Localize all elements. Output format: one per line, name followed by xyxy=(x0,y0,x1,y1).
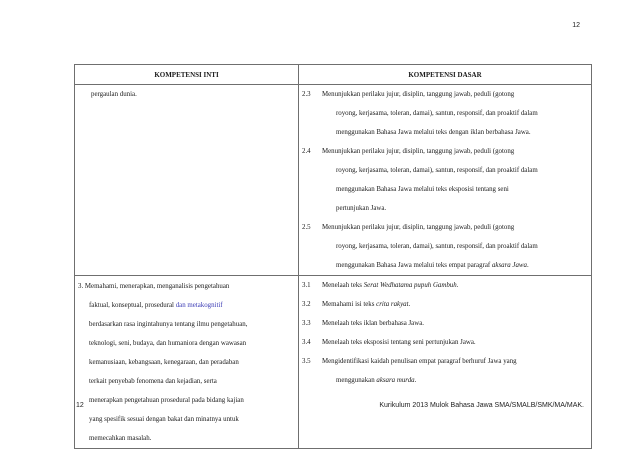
kd-number: 3.3 xyxy=(302,320,311,327)
ki-line: yang spesifik sesuai dengan bakat dan minatnya untuk xyxy=(89,416,239,423)
kd-line: Menelaah teks iklan berbahasa Jawa. xyxy=(322,320,424,327)
kd-line: Menunjukkan perilaku jujur, disiplin, tanggung jawab, peduli (gotong xyxy=(322,224,515,231)
kd-text xyxy=(322,276,591,295)
header-kompetensi-dasar: KOMPETENSI DASAR xyxy=(299,65,592,85)
kd-number: 2.3 xyxy=(302,91,311,98)
kd-number: 3.2 xyxy=(302,301,311,308)
kd-text-part: Menelaah teks xyxy=(322,282,364,289)
kd-italic-term: aksara murda xyxy=(376,377,415,384)
kd-line: menggunakan Bahasa Jawa melalui teks eksposisi tentang seni xyxy=(336,186,509,193)
kd-item xyxy=(299,295,591,314)
kd-line: menggunakan Bahasa Jawa melalui teks dengan iklan berbahasa Jawa. xyxy=(336,129,531,136)
footer-document-title: Kurikulum 2013 Mulok Bahasa Jawa SMA/SMALB/SMK/MA/MAK. xyxy=(379,402,584,409)
kd-italic-term: Serat Wedhatama pupuh Gambuh xyxy=(363,282,457,289)
kd-number: 3.1 xyxy=(302,282,311,289)
ki-line: 3. Memahami, menerapkan, menganalisis pengetahuan xyxy=(78,283,230,290)
kd-item xyxy=(299,352,591,390)
kd-line xyxy=(322,371,587,390)
kd-text xyxy=(322,352,591,390)
kd-cell xyxy=(299,85,592,276)
ki-line: terkait penyebab fenomena dan kejadian, serta xyxy=(89,378,217,385)
competency-table xyxy=(74,64,592,449)
ki-cell xyxy=(75,276,299,449)
kd-text-part: Memahami isi teks xyxy=(322,301,377,308)
kd-line xyxy=(322,276,587,295)
kd-text xyxy=(322,142,591,218)
kd-number: 3.5 xyxy=(302,358,311,365)
kd-text-part: . xyxy=(526,262,529,269)
kd-italic-term: crita rakyat xyxy=(376,301,409,308)
ki-line: kemanusiaan, kebangsaan, kenegaraan, dan peradaban xyxy=(89,359,239,366)
header-kompetensi-inti: KOMPETENSI INTI xyxy=(75,65,299,85)
kd-text xyxy=(322,295,591,314)
kd-item xyxy=(299,85,591,142)
kd-line: royong, kerjasama, toleran, damai), santun, responsif, dan proaktif dalam xyxy=(336,243,538,250)
kd-text xyxy=(322,333,591,352)
kd-italic-term: aksara Jawa xyxy=(491,262,527,269)
kd-text-part: . xyxy=(414,377,417,384)
kd-cell xyxy=(299,276,592,449)
ki-text xyxy=(75,276,298,448)
kd-line: royong, kerjasama, toleran, damai), santun, responsif, dan proaktif dalam xyxy=(336,167,538,174)
ki-line xyxy=(78,296,296,315)
kd-text-part: menggunakan Bahasa Jawa melalui teks empat paragraf xyxy=(336,262,492,269)
kd-item xyxy=(299,333,591,352)
kd-text xyxy=(322,85,591,142)
kd-number: 3.4 xyxy=(302,339,311,346)
kd-text xyxy=(322,314,591,333)
table-row xyxy=(75,85,592,276)
kd-text-part: . xyxy=(408,301,411,308)
footer-page-number: 12 xyxy=(76,402,84,409)
ki-line: menerapkan pengetahuan prosedural pada bidang kajian xyxy=(89,397,244,404)
ki-line: berdasarkan rasa ingintahunya tentang ilmu pengetahuan, xyxy=(89,321,248,328)
ki-text: pergaulan dunia. xyxy=(91,91,137,98)
ki-cell xyxy=(75,85,299,276)
kd-item xyxy=(299,276,591,295)
kd-item xyxy=(299,142,591,218)
ki-line: teknologi, seni, budaya, dan humaniora dengan wawasan xyxy=(89,340,247,347)
kd-number: 2.5 xyxy=(302,224,311,231)
ki-highlight-text: dan metakognitif xyxy=(175,302,223,309)
kd-line: pertunjukan Jawa. xyxy=(336,205,387,212)
kd-text xyxy=(322,218,591,275)
kd-line: Menunjukkan perilaku jujur, disiplin, tanggung jawab, peduli (gotong xyxy=(322,148,515,155)
kd-item xyxy=(299,218,591,275)
kd-item xyxy=(299,314,591,333)
ki-text-part: faktual, konseptual, prosedural xyxy=(89,302,176,309)
kd-text-part: menggunakan xyxy=(336,377,377,384)
kd-line: Menelaah teks eksposisi tentang seni pertunjukan Jawa. xyxy=(322,339,476,346)
kd-line: Mengidentifikasi kaidah penulisan empat paragraf berhuruf Jawa yang xyxy=(322,358,517,365)
kd-line xyxy=(322,295,587,314)
kd-text-part: . xyxy=(456,282,459,289)
page-number-top: 12 xyxy=(572,22,580,29)
kd-number: 2.4 xyxy=(302,148,311,155)
table-header-row xyxy=(75,65,592,85)
kd-line: royong, kerjasama, toleran, damai), santun, responsif, dan proaktif dalam xyxy=(336,110,538,117)
kd-line xyxy=(322,256,587,275)
kd-line: Menunjukkan perilaku jujur, disiplin, tanggung jawab, peduli (gotong xyxy=(322,91,515,98)
ki-line: memecahkan masalah. xyxy=(89,435,152,442)
table-row xyxy=(75,276,592,449)
